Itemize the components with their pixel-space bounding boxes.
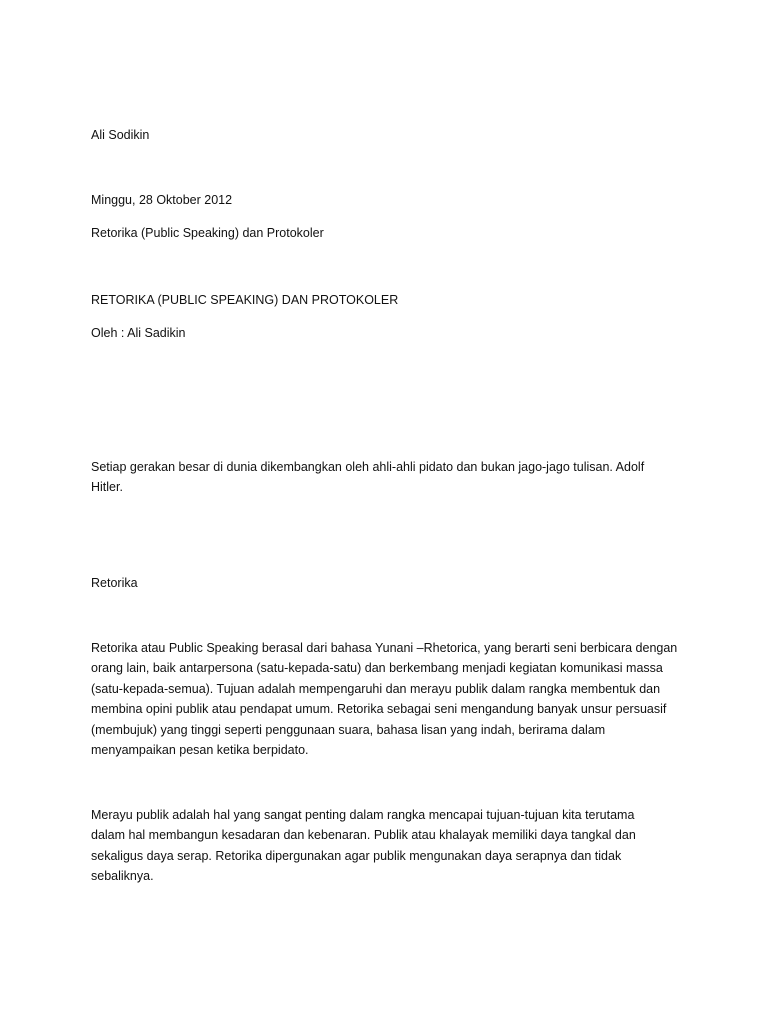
section-title: Retorika <box>91 576 138 590</box>
quote-paragraph <box>91 457 681 498</box>
paragraph-line: menyampaikan pesan ketika berpidato. <box>91 743 309 758</box>
byline: Oleh : Ali Sadikin <box>91 326 186 340</box>
document-heading: RETORIKA (PUBLIC SPEAKING) DAN PROTOKOLER <box>91 293 399 307</box>
paragraph-line: membina opini publik atau pendapat umum. Retorika sebagai seni mengandung banyak unsur persuasif <box>91 702 667 717</box>
paragraph-line: orang lain, baik antarpersona (satu-kepada-satu) dan berkembang menjadi kegiatan komunikasi massa <box>91 661 663 676</box>
paragraph-line: (membujuk) yang tinggi seperti penggunaan suara, bahasa lisan yang indah, berirama dalam <box>91 722 606 737</box>
paragraph-line: (satu-kepada-semua). Tujuan adalah mempengaruhi dan merayu publik dalam rangka membentuk dan <box>91 681 661 696</box>
post-title: Retorika (Public Speaking) dan Protokoler <box>91 226 324 240</box>
paragraph-2 <box>91 805 681 887</box>
paragraph-line: sebaliknya. <box>91 869 154 884</box>
paragraph-line: dalam hal membangun kesadaran dan kebenaran. Publik atau khalayak memiliki daya tangkal dan <box>91 828 636 843</box>
author-line: Ali Sodikin <box>91 128 150 142</box>
paragraph-1 <box>91 638 681 760</box>
paragraph-line: sekaligus daya serap. Retorika dipergunakan agar publik mengunakan daya serapnya dan tidak <box>91 848 622 863</box>
date-line: Minggu, 28 Oktober 2012 <box>91 193 233 207</box>
paragraph-line: Merayu publik adalah hal yang sangat penting dalam rangka mencapai tujuan-tujuan kita terutama <box>91 808 635 822</box>
quote-line: Setiap gerakan besar di dunia dikembangkan oleh ahli-ahli pidato dan bukan jago-jago tulisan. Adolf <box>91 460 645 474</box>
paragraph-line: Retorika atau Public Speaking berasal dari bahasa Yunani –Rhetorica, yang berarti seni berbicara dengan <box>91 641 678 655</box>
quote-line: Hitler. <box>91 480 123 495</box>
